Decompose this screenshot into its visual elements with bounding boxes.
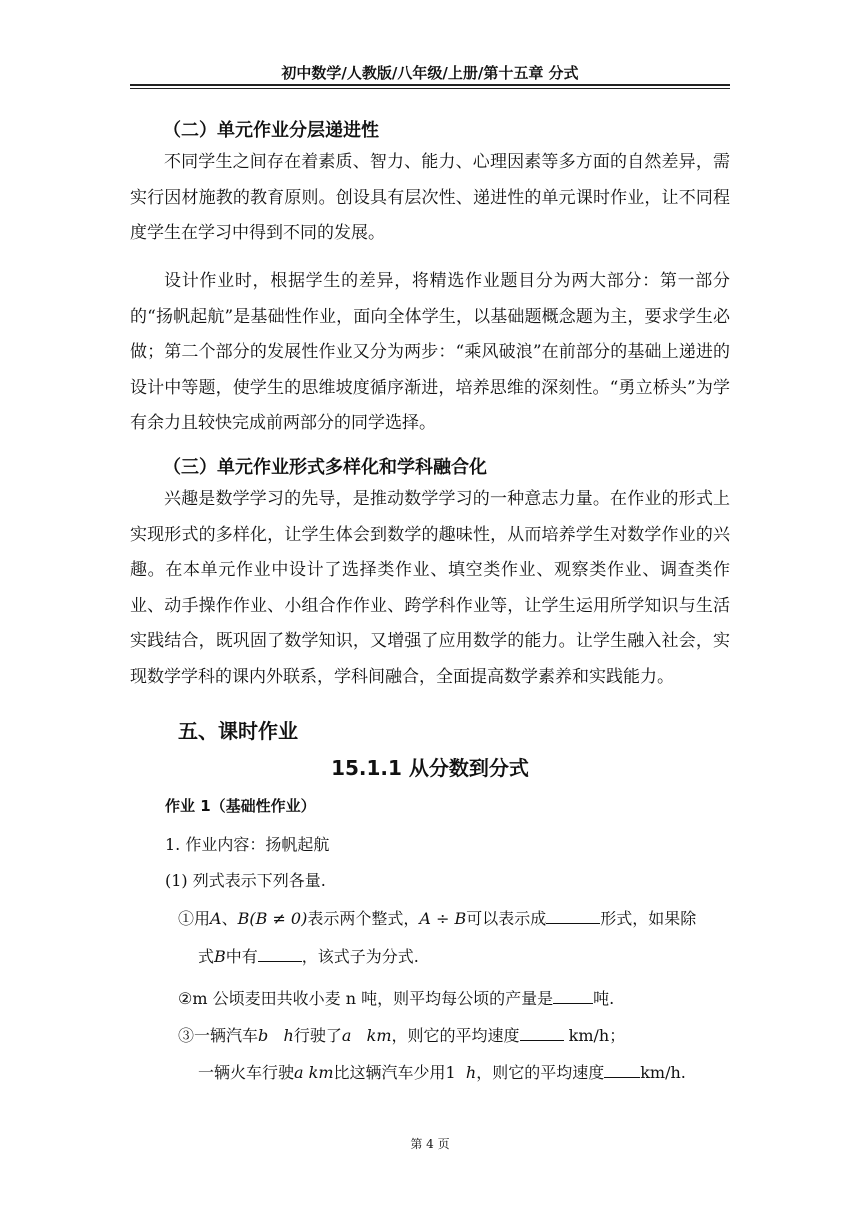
- item-1-line-2: [198, 944, 419, 967]
- math-B: B(B ≠ 0): [237, 909, 308, 928]
- item-4: [198, 1060, 686, 1083]
- math-A: A: [210, 909, 222, 928]
- item-1-num: ①用: [178, 909, 211, 928]
- item-4-text-3: ，则它的平均速度: [476, 1063, 605, 1082]
- item-3: [178, 1023, 625, 1046]
- page-number: 第 4 页: [410, 1137, 450, 1151]
- math-one: 1: [445, 1063, 456, 1082]
- math-b: b: [258, 1026, 269, 1045]
- part-heading-homework: 五、课时作业: [178, 719, 298, 743]
- item-2-text-1: ②m 公顷麦田共收小麦 n 吨，则平均每公顷的产量是: [178, 989, 554, 1008]
- homework-title: 作业 1（基础性作业）: [165, 797, 316, 815]
- sep: 、: [221, 909, 238, 928]
- item-4-text-1: 一辆火车行驶: [198, 1063, 295, 1082]
- item-1-text-3: 形式，如果除: [600, 909, 697, 928]
- blank-train-speed: [604, 1063, 640, 1078]
- item-3-text-3: ，则它的平均速度: [391, 1026, 520, 1045]
- item-4-text-4: km/h.: [640, 1063, 686, 1082]
- lesson-title: 15.1.1 从分数到分式: [331, 756, 529, 780]
- item-4-text-2: 比这辆汽车少用: [333, 1063, 446, 1082]
- paragraph-differences: 不同学生之间存在着素质、智力、能力、心理因素等多方面的自然差异，需实行因材施教的教育原则。创设具有层次性、递进性的单元课时作业，让不同程度学生在学习中得到不同的发展。: [130, 152, 730, 243]
- item-3-text-4: km/h；: [563, 1026, 626, 1045]
- item-2: [178, 986, 614, 1009]
- item-3-text-1: ③一辆汽车: [178, 1026, 259, 1045]
- header-rule-thick: [130, 84, 730, 86]
- item-1-text-1: 表示两个整式，: [307, 909, 420, 928]
- header-rule-thin: [130, 88, 730, 89]
- question-1: (1) 列式表示下列各量.: [165, 871, 326, 890]
- paragraph-interest: 兴趣是数学学习的先导，是推动数学学习的一种意志力量。在作业的形式上实现形式的多样化，让学生体会到数学的趣味性，从而培养学生对数学作业的兴趣。在本单元作业中设计了选择类作业、填空类作业、观察类作业、调查类作业、动手操作作业、小组合作作业、跨学科作业等，让学生运用所学知识与生活实践结合，既巩固了数学知识，又增强了应用数学的能力。让学生融入社会，实现数学学科的课内外联系，学科间融合，全面提高数学素养和实践能力。: [130, 489, 730, 687]
- blank-form: [546, 909, 600, 924]
- paragraph-design: 设计作业时，根据学生的差异，将精选作业题目分为两大部分：第一部分的“扬帆起航”是基础性作业，面向全体学生，以基础题概念题为主，要求学生必做；第二个部分的发展性作业又分为两步：“乘风破浪”在前部分的基础上递进的设计中等题，使学生的思维坡度循序渐进，培养思维的深刻性。“勇立桥头”为学有余力且较快完成前两部分的同学选择。: [130, 271, 730, 433]
- math-h: h: [283, 1026, 294, 1045]
- math-h-2: h: [465, 1063, 477, 1082]
- blank-contains: [258, 947, 302, 962]
- page-header: 初中数学/人教版/八年级/上册/第十五章 分式: [281, 64, 579, 82]
- item-2-text-2: 吨.: [593, 989, 615, 1008]
- item-3-text-2: 行驶了: [293, 1026, 342, 1045]
- math-a: a: [341, 1026, 352, 1045]
- item-1-text-5: 中有: [225, 947, 258, 966]
- blank-car-speed: [520, 1026, 564, 1041]
- item-1-line-1: [178, 906, 696, 929]
- item-1-text-4: 式: [198, 947, 215, 966]
- math-a-km: a km: [294, 1063, 334, 1082]
- math-km: km: [366, 1026, 392, 1045]
- math-A-div-B: A ÷ B: [419, 909, 467, 928]
- section-heading-layered: （二）单元作业分层递进性: [163, 120, 379, 141]
- homework-content: 1. 作业内容：扬帆起航: [165, 835, 330, 854]
- blank-yield: [553, 989, 593, 1004]
- math-B-2: B: [214, 947, 226, 966]
- item-1-text-6: ，该式子为分式.: [301, 947, 419, 966]
- section-heading-diverse: （三）单元作业形式多样化和学科融合化: [163, 457, 487, 478]
- item-1-text-2: 可以表示成: [466, 909, 547, 928]
